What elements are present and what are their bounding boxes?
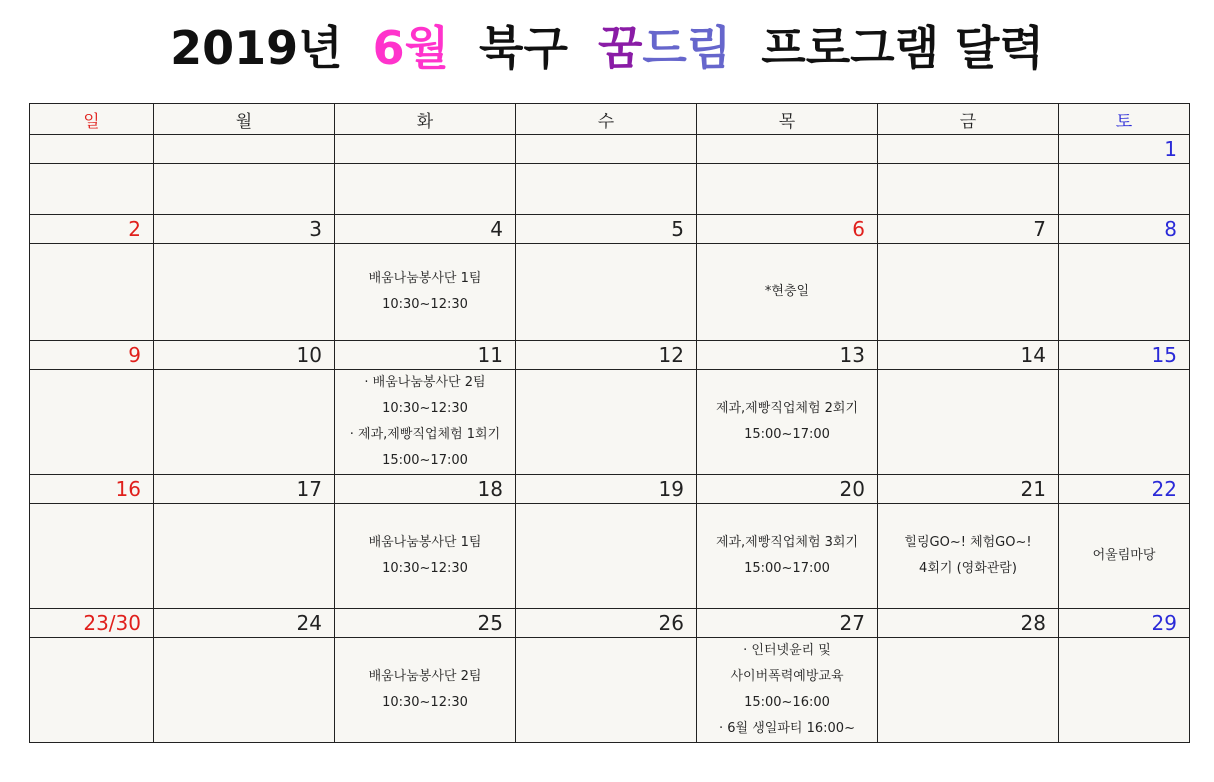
weekday-header: 월: [154, 104, 335, 135]
event-text: · 인터넷윤리 및: [743, 643, 831, 658]
event-cell: [516, 638, 697, 743]
event-cell: [516, 164, 697, 215]
date-cell: 4: [335, 215, 516, 244]
event-cell: [335, 638, 516, 743]
date-row: [30, 135, 1190, 164]
date-cell: [697, 135, 878, 164]
date-cell: 16: [30, 475, 154, 504]
event-cell: [154, 164, 335, 215]
date-cell: 25: [335, 609, 516, 638]
title-dream-2: 드림: [642, 21, 732, 75]
event-cell: [154, 638, 335, 743]
event-cell: [335, 244, 516, 341]
date-cell: 19: [516, 475, 697, 504]
date-cell: 29: [1059, 609, 1190, 638]
date-cell: 3: [154, 215, 335, 244]
event-cell: [1059, 244, 1190, 341]
event-cell: [30, 370, 154, 475]
event-cell: [878, 244, 1059, 341]
events-row: [30, 244, 1190, 341]
event-text: 어울림마당: [1092, 548, 1156, 563]
date-cell: 28: [878, 609, 1059, 638]
title-year: 2019년: [170, 21, 343, 75]
date-cell: 26: [516, 609, 697, 638]
event-cell: [30, 164, 154, 215]
event-cell: [697, 244, 878, 341]
event-cell: [697, 638, 878, 743]
event-cell: [697, 164, 878, 215]
date-cell: [154, 135, 335, 164]
date-cell: [878, 135, 1059, 164]
date-cell: 8: [1059, 215, 1190, 244]
date-cell: 5: [516, 215, 697, 244]
events-row: [30, 504, 1190, 609]
weekday-header: 목: [697, 104, 878, 135]
date-cell: 11: [335, 341, 516, 370]
event-text: 배움나눔봉사단 2팀: [368, 669, 482, 684]
event-cell: [30, 638, 154, 743]
date-cell: 22: [1059, 475, 1190, 504]
event-text: 10:30~12:30: [382, 297, 468, 312]
date-cell: 21: [878, 475, 1059, 504]
date-cell: 20: [697, 475, 878, 504]
date-row: [30, 215, 1190, 244]
weekday-header: 화: [335, 104, 516, 135]
event-cell: [878, 370, 1059, 475]
date-row: [30, 341, 1190, 370]
event-cell: [697, 370, 878, 475]
event-cell: [30, 504, 154, 609]
date-cell: 17: [154, 475, 335, 504]
event-text: 15:00~17:00: [382, 453, 468, 468]
events-row: [30, 638, 1190, 743]
event-text: 제과,제빵직업체험 3회기: [715, 535, 859, 550]
date-cell: 24: [154, 609, 335, 638]
date-row: [30, 475, 1190, 504]
event-text: 15:00~17:00: [744, 427, 830, 442]
event-cell: [154, 370, 335, 475]
event-text: · 6월 생일파티 16:00~: [719, 721, 855, 736]
date-cell: 15: [1059, 341, 1190, 370]
events-row: [30, 164, 1190, 215]
event-cell: [335, 504, 516, 609]
date-cell: 12: [516, 341, 697, 370]
weekday-header: 일: [30, 104, 154, 135]
event-cell: [154, 244, 335, 341]
event-cell: [335, 164, 516, 215]
date-cell: [516, 135, 697, 164]
event-text: 힐링GO~! 체험GO~!: [904, 535, 1032, 550]
date-cell: 18: [335, 475, 516, 504]
event-cell: [1059, 504, 1190, 609]
date-cell: 13: [697, 341, 878, 370]
weekday-header: 토: [1059, 104, 1190, 135]
date-cell: 6: [697, 215, 878, 244]
event-text: · 제과,제빵직업체험 1회기: [349, 427, 501, 442]
event-cell: [1059, 638, 1190, 743]
weekday-header: 금: [878, 104, 1059, 135]
event-cell: [1059, 164, 1190, 215]
weekday-header-row: [30, 104, 1190, 135]
date-cell: 23/30: [30, 609, 154, 638]
title-month: 6월: [372, 21, 450, 75]
event-text: 제과,제빵직업체험 2회기: [715, 401, 859, 416]
calendar-table: [29, 103, 1190, 743]
date-cell: 7: [878, 215, 1059, 244]
event-text: · 배움나눔봉사단 2팀: [364, 375, 486, 390]
event-cell: [154, 504, 335, 609]
event-cell: [516, 244, 697, 341]
event-cell: [516, 504, 697, 609]
event-cell: [1059, 370, 1190, 475]
title-district: 북구: [479, 21, 568, 75]
date-cell: 1: [1059, 135, 1190, 164]
date-cell: 27: [697, 609, 878, 638]
date-cell: 2: [30, 215, 154, 244]
event-text: 15:00~17:00: [744, 561, 830, 576]
title-dream-1: 꿈: [597, 21, 643, 75]
event-text: 배움나눔봉사단 1팀: [368, 271, 482, 286]
event-cell: [878, 504, 1059, 609]
event-cell: [878, 164, 1059, 215]
page-title: [0, 6, 1214, 90]
event-text: 10:30~12:30: [382, 561, 468, 576]
weekday-header: 수: [516, 104, 697, 135]
event-text: 배움나눔봉사단 1팀: [368, 535, 482, 550]
date-row: [30, 609, 1190, 638]
event-text: 10:30~12:30: [382, 695, 468, 710]
event-text: 15:00~16:00: [744, 695, 830, 710]
event-cell: [30, 244, 154, 341]
event-cell: [516, 370, 697, 475]
event-text: 사이버폭력예방교육: [730, 669, 844, 684]
event-cell: [335, 370, 516, 475]
date-cell: 14: [878, 341, 1059, 370]
event-cell: [697, 504, 878, 609]
date-cell: [335, 135, 516, 164]
title-program-calendar: 프로그램 달력: [761, 21, 1044, 75]
event-cell: [878, 638, 1059, 743]
date-cell: [30, 135, 154, 164]
event-text: *현충일: [764, 284, 810, 299]
event-text: 10:30~12:30: [382, 401, 468, 416]
date-cell: 10: [154, 341, 335, 370]
event-text: 4회기 (영화관람): [919, 561, 1017, 576]
events-row: [30, 370, 1190, 475]
date-cell: 9: [30, 341, 154, 370]
